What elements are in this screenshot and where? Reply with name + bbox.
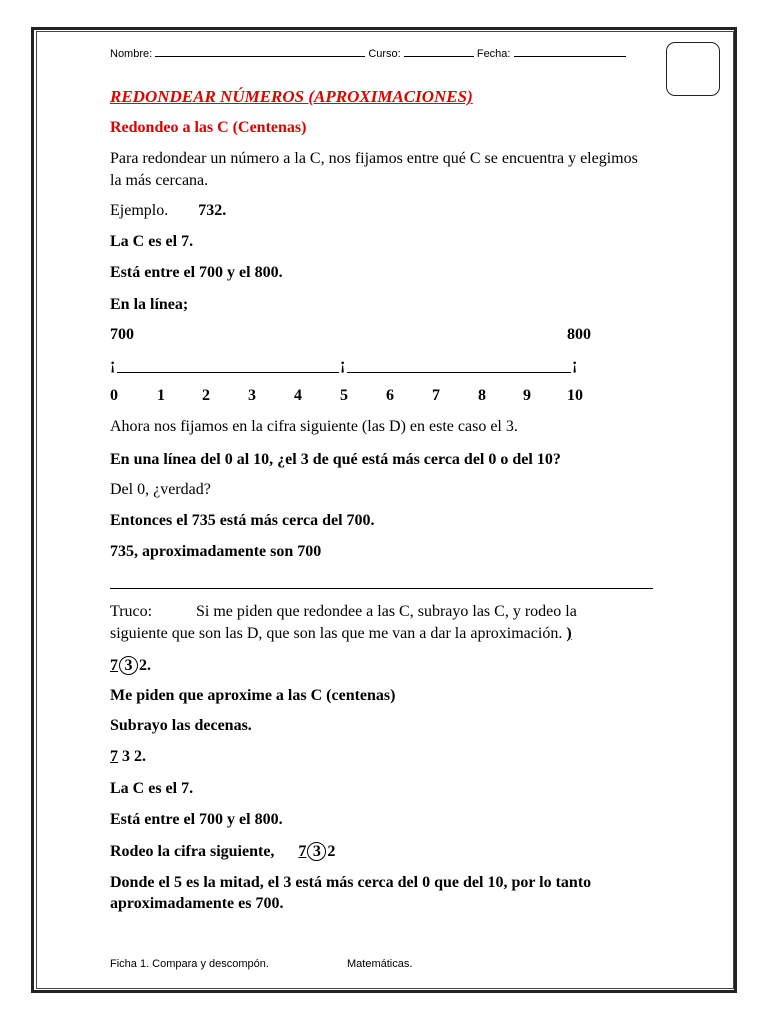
truco-line-2: siguiente que son las D, que son las que me van a dar la aproximación. ) (110, 625, 572, 642)
digit-d-circled: 3 (119, 656, 138, 675)
tick-label: 1 (157, 387, 165, 404)
fecha-label: Fecha: (476, 48, 511, 60)
digit-c: 7 (110, 748, 118, 765)
curso-field[interactable] (404, 45, 474, 57)
digit-d: 3 (122, 748, 130, 765)
fecha-field[interactable] (514, 45, 626, 57)
entonces-line: Entonces el 735 está más cerca del 700. (110, 512, 375, 529)
intro-paragraph: Para redondear un número a la C, nos fijamos entre qué C se encuentra y elegimos la más cercana. (110, 150, 638, 189)
subrayo-line: Subrayo las decenas. (110, 717, 252, 734)
rodeo-text: Rodeo la cifra siguiente, (110, 843, 275, 860)
footer-ficha: Ficha 1. Compara y descompón. (110, 958, 269, 970)
footer-materia: Matemáticas. (347, 958, 413, 970)
pregunta-line: En una línea del 0 al 10, ¿el 3 de qué está más cerca del 0 o del 10? (110, 451, 561, 468)
page-title: REDONDEAR NÚMEROS (APROXIMACIONES) (110, 87, 473, 106)
digit-end: . (142, 748, 146, 765)
digit-c: 7 (110, 657, 118, 674)
ejemplo-line (110, 202, 226, 220)
tick-label: 8 (478, 387, 486, 404)
numberline-segment-left (117, 372, 339, 373)
tick-label: 9 (523, 387, 531, 404)
aprox-line: 735, aproximadamente son 700 (110, 543, 322, 560)
ahora-line: Ahora nos fijamos en la cifra siguiente (las D) en este caso el 3. (110, 418, 518, 435)
tick-label: 10 (567, 387, 583, 404)
tick-label: 3 (248, 387, 256, 404)
digits-underlined (110, 748, 146, 766)
tick-label: 4 (294, 387, 302, 404)
digit-u: 2 (139, 657, 147, 674)
digit-u: 2 (327, 843, 336, 860)
respuesta-line: Del 0, ¿verdad? (110, 481, 211, 498)
entre-line: Está entre el 700 y el 800. (110, 264, 283, 281)
nombre-label: Nombre: (110, 48, 153, 60)
rodeo-line (110, 842, 335, 861)
section-subtitle: Redondeo a las C (Centenas) (110, 119, 307, 136)
numberline-mark-start: ¡ (110, 356, 116, 373)
grade-box (666, 42, 720, 96)
entre-line-2: Está entre el 700 y el 800. (110, 811, 283, 828)
truco-label: Truco: (110, 603, 153, 620)
digit-end: . (147, 657, 151, 674)
numberline-segment-right (347, 372, 571, 373)
digits-circled (110, 656, 151, 675)
ejemplo-label: Ejemplo. (110, 202, 169, 219)
nombre-field[interactable] (155, 45, 365, 57)
tick-label: 0 (110, 387, 118, 404)
tick-label: 6 (386, 387, 394, 404)
curso-label: Curso: (368, 48, 401, 60)
numberline-left-label: 700 (110, 326, 134, 343)
donde-paragraph: Donde el 5 es la mitad, el 3 está más cerca del 0 que del 10, por lo tanto aproximadamente es 700. (110, 874, 592, 912)
tick-label: 2 (202, 387, 210, 404)
la-c-line-2: La C es el 7. (110, 780, 194, 797)
header-fields (110, 45, 626, 60)
numberline-right-label: 800 (567, 326, 591, 343)
numberline-mark-middle: ¡ (340, 356, 346, 373)
numberline-mark-end: ¡ (572, 356, 578, 373)
section-divider (110, 588, 653, 589)
ejemplo-number: 732. (198, 202, 227, 219)
la-c-line: La C es el 7. (110, 233, 194, 250)
digit-d-circled: 3 (307, 842, 326, 861)
truco-line-1: Si me piden que redondee a las C, subrayo las C, y rodeo la (196, 603, 577, 620)
tick-label: 5 (340, 387, 348, 404)
truco-mark: ) (566, 625, 572, 642)
tick-label: 7 (432, 387, 440, 404)
me-piden-line: Me piden que aproxime a las C (centenas) (110, 687, 396, 704)
en-linea-line: En la línea; (110, 296, 189, 313)
digit-c: 7 (298, 843, 307, 860)
digit-u: 2 (134, 748, 142, 765)
